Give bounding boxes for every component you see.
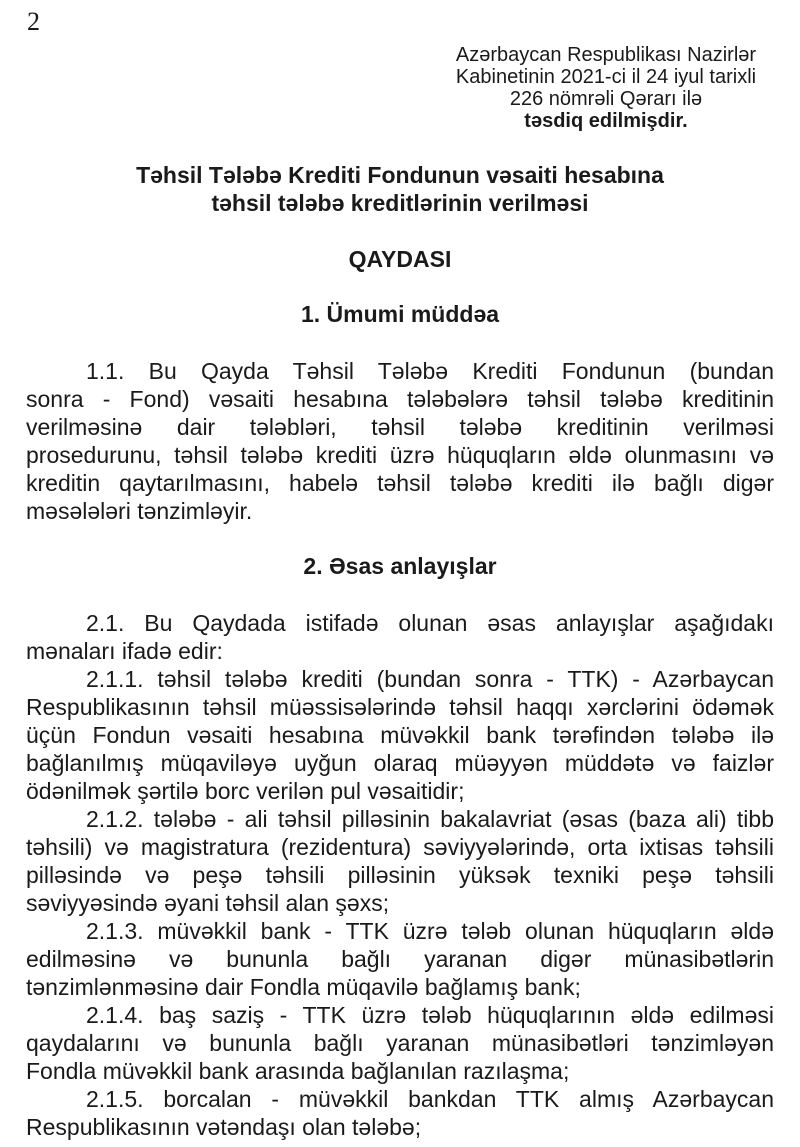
document-title-line: təhsil tələbə kreditlərinin verilməsi [211,190,589,216]
paragraph-line: kreditin qaytarılmasını, habelə təhsil tələbə krediti ilə bağlı digər [26,470,774,496]
paragraph-line: Respublikasının vətəndaşı olan tələbə; [26,1114,422,1140]
section-2-heading: 2. Əsas anlayışlar [303,553,497,579]
paragraph-line: səviyyəsində əyani təhsil alan şəxs; [26,890,390,916]
paragraph-2-1-4 [26,1001,774,1085]
approval-line: Kabinetinin 2021-ci il 24 iyul tarixli [455,66,757,88]
approval-line-approved: təsdiq edilmişdir. [524,110,688,132]
paragraph-2-1-3 [26,917,774,1001]
paragraph-line: tənzimlənməsinə dair Fondla müqavilə bağlamış bank; [26,974,581,1000]
paragraph-line: 2.1.4. baş saziş - TTK üzrə tələb hüquqlarının əldə edilməsi [86,1002,774,1028]
paragraph-2-1 [26,609,774,665]
paragraph-2-1-2 [26,805,774,917]
section-1-heading: 1. Ümumi müddəa [300,301,500,327]
paragraph-line: verilməsinə dair tələbləri, təhsil tələbə kreditinin verilməsi [26,414,774,440]
paragraph-line: məsələləri tənzimləyir. [26,498,253,524]
paragraph-line: üçün Fondun vəsaiti hesabına müvəkkil bank tərəfindən tələbə ilə [26,722,774,748]
document-title [26,161,774,217]
paragraph-line: 2.1.2. tələbə - ali təhsil pilləsinin bakalavriat (əsas (baza ali) tibb [86,806,774,832]
paragraph-2-1-1 [26,665,774,805]
paragraph-line: prosedurunu, təhsil tələbə krediti üzrə hüquqların əldə olunmasını və [26,442,774,468]
paragraph-line: 1.1. Bu Qayda Təhsil Tələbə Krediti Fondunun (bundan [86,358,774,384]
paragraph-line: 2.1. Bu Qaydada istifadə olunan əsas anlayışlar aşağıdakı [86,610,774,636]
document-subtitle: QAYDASI [348,246,452,272]
paragraph-line: bağlanılmış müqaviləyə uyğun olaraq müəyyən müddətə və faizlər [26,750,774,776]
paragraph-2-1-5 [26,1085,774,1141]
paragraph-line: Fondla müvəkkil bank arasında bağlanılan razılaşma; [26,1058,570,1084]
paragraph-line: edilməsinə və bununla bağlı yaranan digər münasibətlərin [26,946,774,972]
approval-line: 226 nömrəli Qərarı ilə [509,88,703,110]
paragraph-line: Respublikasının təhsil müəssisələrində təhsil haqqı xərclərini ödəmək [26,694,774,720]
paragraph-line: pilləsində və peşə təhsili pilləsinin yüksək texniki peşə təhsili [26,862,774,888]
approval-stamp-block [440,44,772,132]
paragraph-1-1 [26,357,774,525]
approval-line: Azərbaycan Respublikası Nazirlər [455,44,757,66]
document-title-line: Təhsil Tələbə Krediti Fondunun vəsaiti hesabına [136,162,664,188]
paragraph-line: ödənilmək şərtilə borc verilən pul vəsaitidir; [26,778,465,804]
page-number: 2 [27,7,40,36]
paragraph-line: mənaları ifadə edir: [26,638,223,664]
paragraph-line: qaydalarını və bununla bağlı yaranan münasibətləri tənzimləyən [26,1030,774,1056]
paragraph-line: 2.1.1. təhsil tələbə krediti (bundan sonra - TTK) - Azərbaycan [86,666,774,692]
paragraph-line: təhsili) və magistratura (rezidentura) səviyyələrində, orta ixtisas təhsili [26,834,774,860]
paragraph-line: 2.1.3. müvəkkil bank - TTK üzrə tələb olunan hüquqların əldə [86,918,774,944]
paragraph-line: 2.1.5. borcalan - müvəkkil bankdan TTK almış Azərbaycan [86,1086,774,1112]
paragraph-line: sonra - Fond) vəsaiti hesabına tələbələrə təhsil tələbə kreditinin [26,386,774,412]
